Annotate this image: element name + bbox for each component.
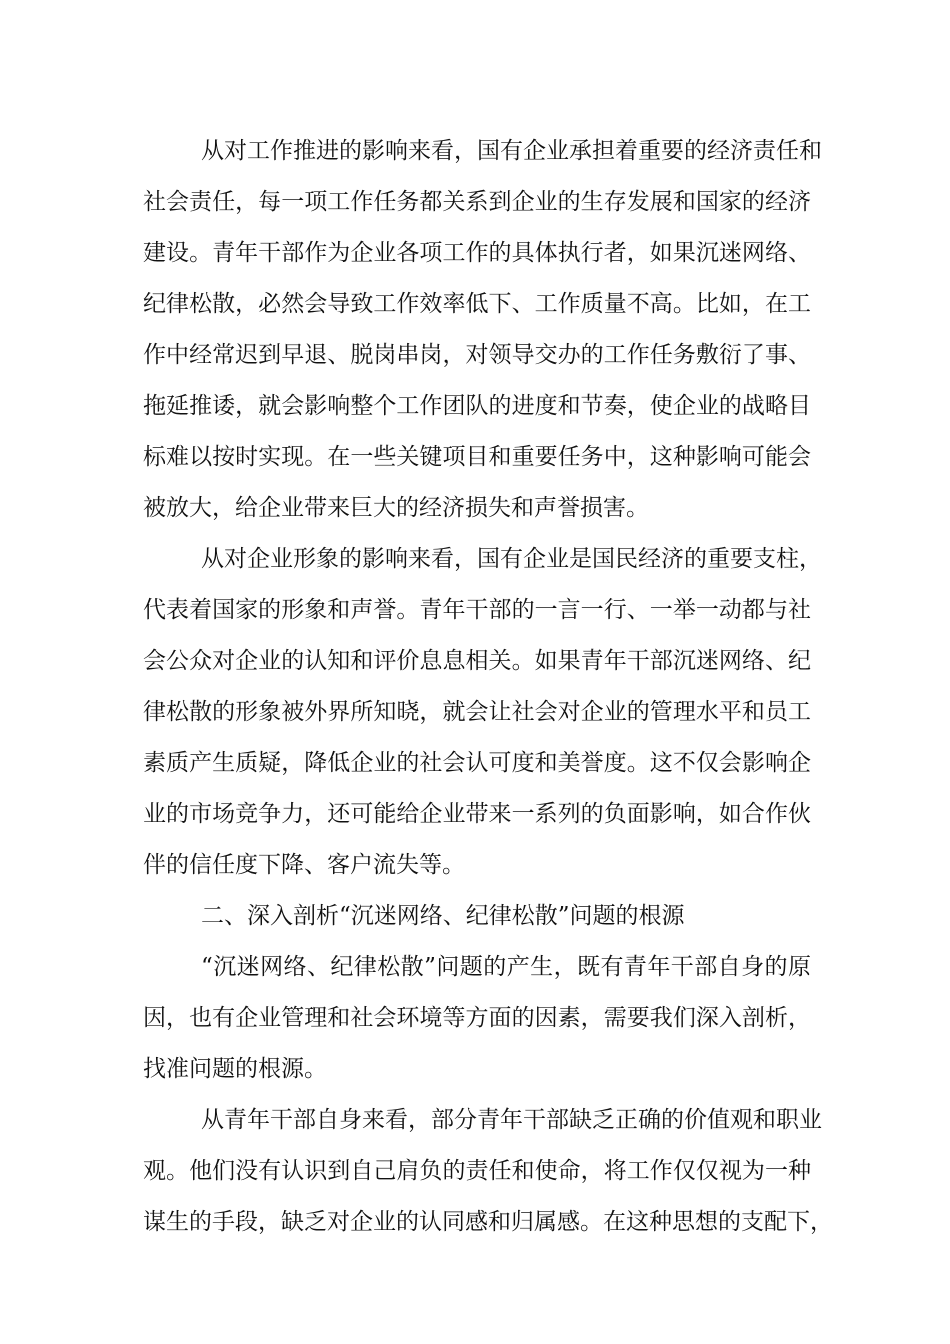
paragraph-line: 观。他们没有认识到自己肩负的责任和使命，将工作仅仅视为一种 (143, 1158, 811, 1184)
paragraph-line: 从青年干部自身来看，部分青年干部缺乏正确的价值观和职业 (201, 1107, 822, 1133)
paragraph-line: 代表着国家的形象和声誉。青年干部的一言一行、一举一动都与社 (143, 597, 811, 623)
paragraph-line: 素质产生质疑，降低企业的社会认可度和美誉度。这不仅会影响企 (143, 750, 811, 776)
paragraph-line: 伴的信任度下降、客户流失等。 (143, 852, 465, 878)
paragraph-line: 找准问题的根源。 (143, 1056, 327, 1082)
paragraph-line: 从对工作推进的影响来看，国有企业承担着重要的经济责任和 (201, 138, 822, 164)
paragraph-line: 建设。青年干部作为企业各项工作的具体执行者，如果沉迷网络、 (143, 240, 811, 266)
paragraph-line: 被放大，给企业带来巨大的经济损失和声誉损害。 (143, 495, 649, 521)
paragraph-line: “沉迷网络、纪律松散”问题的产生，既有青年干部自身的原 (201, 954, 811, 980)
paragraph-line: 作中经常迟到早退、脱岗串岗，对领导交办的工作任务敷衍了事、 (143, 342, 811, 368)
section-heading: 二、深入剖析“沉迷网络、纪律松散”问题的根源 (201, 903, 685, 929)
document-body (143, 126, 833, 1248)
paragraph-line: 会公众对企业的认知和评价息息相关。如果青年干部沉迷网络、纪 (143, 648, 811, 674)
paragraph-line: 从对企业形象的影响来看，国有企业是国民经济的重要支柱， (201, 546, 822, 572)
paragraph-line: 业的市场竞争力，还可能给企业带来一系列的负面影响，如合作伙 (143, 801, 811, 827)
paragraph-line: 谋生的手段，缺乏对企业的认同感和归属感。在这种思想的支配下， (143, 1209, 833, 1235)
paragraph-line: 拖延推诿，就会影响整个工作团队的进度和节奏，使企业的战略目 (143, 393, 811, 419)
paragraph-line: 因，也有企业管理和社会环境等方面的因素，需要我们深入剖析， (143, 1005, 811, 1031)
paragraph-line: 律松散的形象被外界所知晓，就会让社会对企业的管理水平和员工 (143, 699, 811, 725)
paragraph-line: 标难以按时实现。在一些关键项目和重要任务中，这种影响可能会 (143, 444, 811, 470)
paragraph-line: 纪律松散，必然会导致工作效率低下、工作质量不高。比如，在工 (143, 291, 811, 317)
paragraph-line: 社会责任，每一项工作任务都关系到企业的生存发展和国家的经济 (143, 189, 811, 215)
